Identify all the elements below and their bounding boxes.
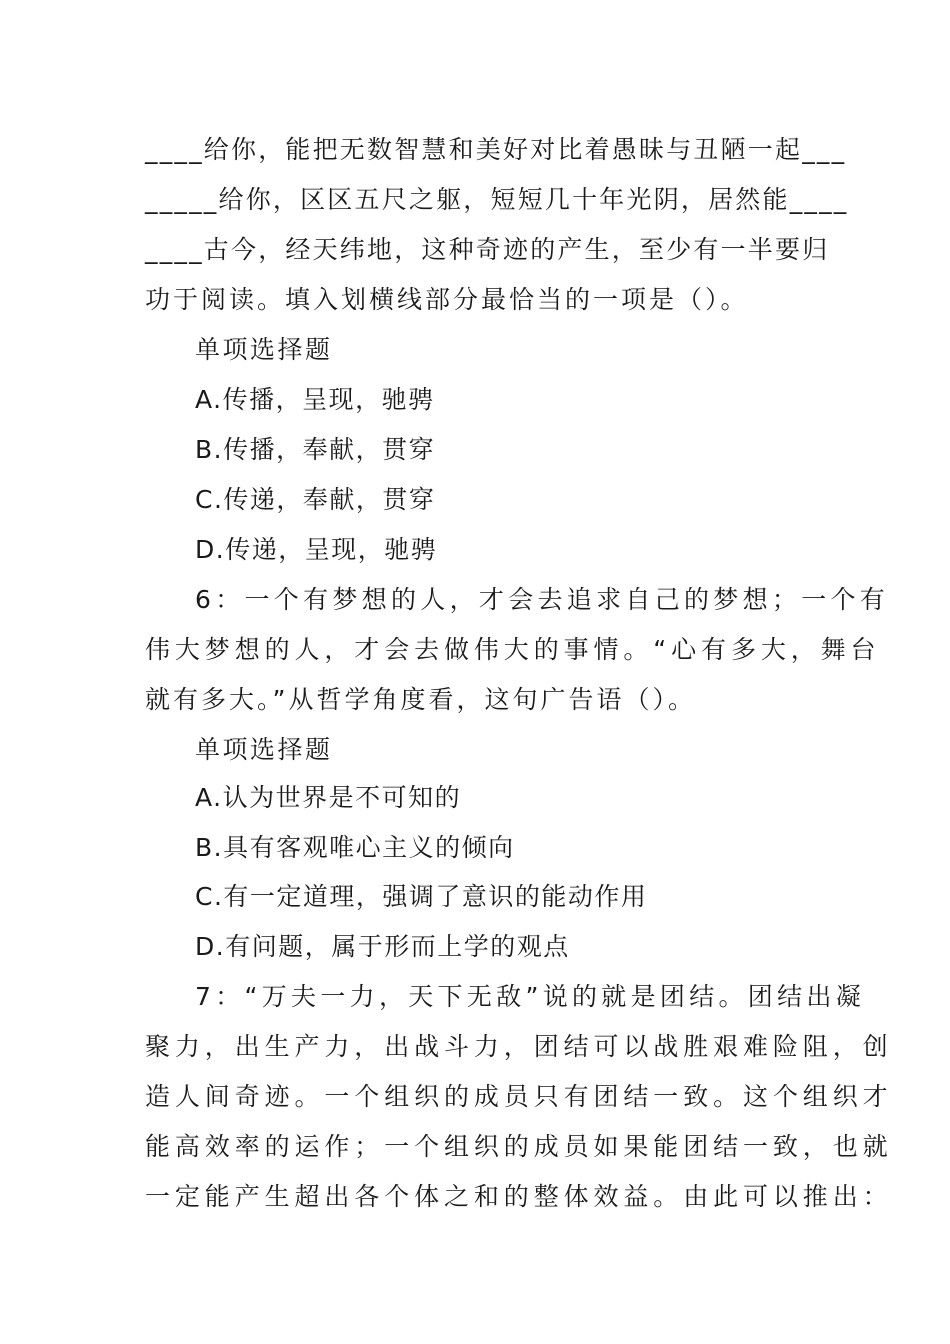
- question6-stem-line-3: 就有多大。”从哲学角度看，这句广告语（）。: [145, 685, 696, 714]
- question5-option-c: C.传递，奉献，贯穿: [195, 485, 436, 514]
- question6-option-c: C.有一定道理，强调了意识的能动作用: [195, 882, 648, 911]
- question7-stem-line-2: 聚力，出生产力，出战斗力，团结可以战胜艰难险阻，创: [145, 1032, 893, 1061]
- question7-stem-line-1: 7：“万夫一力，天下无敌”说的就是团结。团结出凝: [195, 982, 866, 1011]
- question6-stem-line-2: 伟大梦想的人，才会去做伟大的事情。“心有多大，舞台: [145, 635, 881, 664]
- question5-option-a: A.传播，呈现，驰骋: [195, 385, 435, 414]
- question6-stem-line-1: 6：一个有梦想的人，才会去追求自己的梦想；一个有: [195, 585, 890, 614]
- question5-stem-line-3: ____古今，经天纬地，这种奇迹的产生，至少有一半要归: [145, 235, 830, 264]
- question5-option-d: D.传递，呈现，驰骋: [195, 535, 438, 564]
- question5-option-b: B.传播，奉献，贯穿: [195, 435, 436, 464]
- question5-type-label: 单项选择题: [195, 335, 333, 364]
- question7-stem-line-4: 能高效率的运作；一个组织的成员如果能团结一致，也就: [145, 1132, 893, 1161]
- question7-stem-line-3: 造人间奇迹。一个组织的成员只有团结一致。这个组织才: [145, 1082, 893, 1111]
- question6-type-label: 单项选择题: [195, 735, 333, 764]
- question5-stem-line-2: _____给你，区区五尺之躯，短短几十年光阴，居然能____: [145, 185, 849, 214]
- question6-option-a: A.认为世界是不可知的: [195, 783, 462, 812]
- question5-stem-line-1: ____给你，能把无数智慧和美好对比着愚昧与丑陋一起___: [145, 135, 847, 164]
- question5-stem-line-4: 功于阅读。填入划横线部分最恰当的一项是（）。: [145, 285, 749, 314]
- question6-option-d: D.有问题，属于形而上学的观点: [195, 932, 570, 961]
- question7-stem-line-5: 一定能产生超出各个体之和的整体效益。由此可以推出：: [145, 1182, 893, 1211]
- question6-option-b: B.具有客观唯心主义的倾向: [195, 833, 515, 862]
